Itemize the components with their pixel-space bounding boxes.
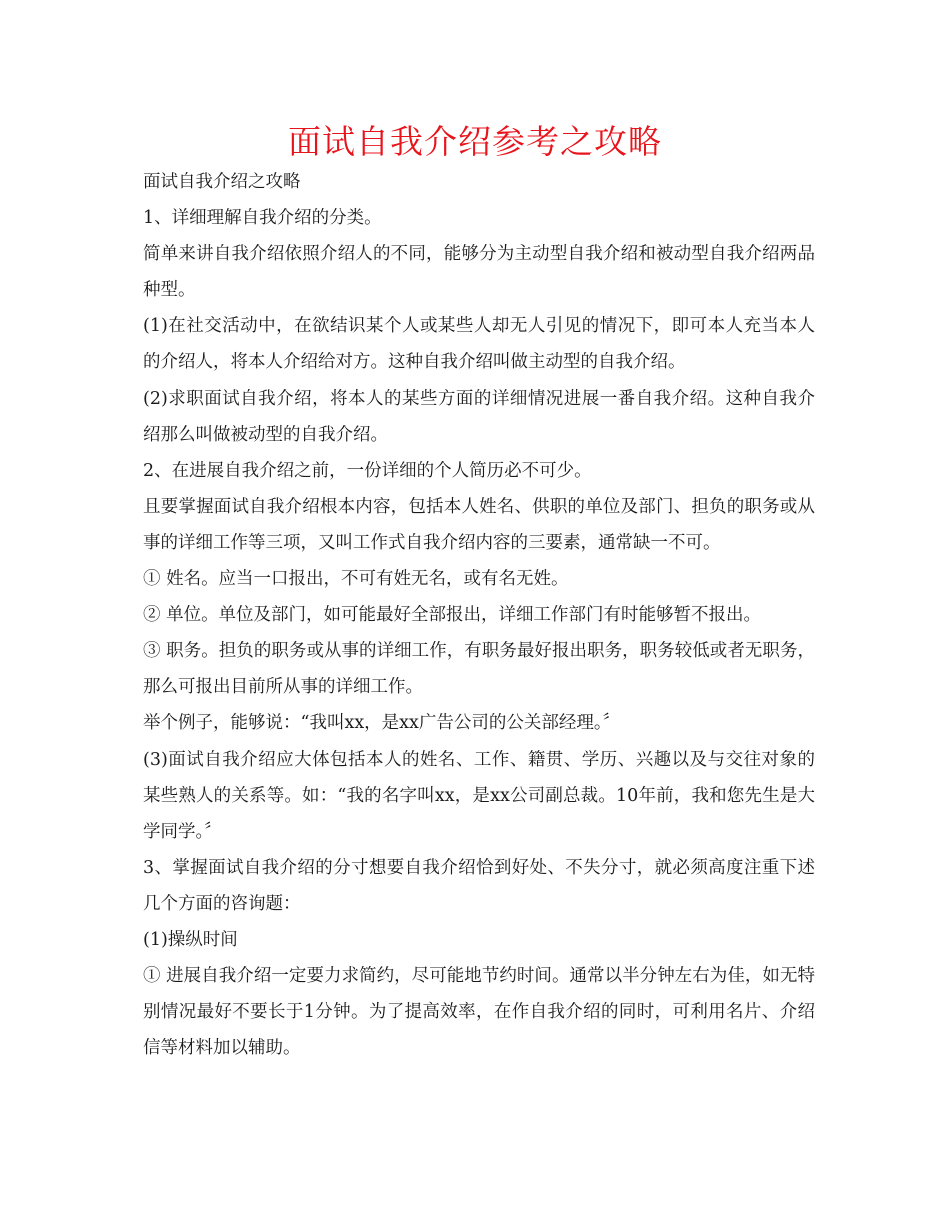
paragraph-section-2-heading: 2、在进展自我介绍之前，一份详细的个人简历必不可少。 [143,460,592,481]
paragraph-list-item: ② 单位。单位及部门，如可能最好全部报出，详细工作部门有时能够暂不报出。 [143,605,762,626]
paragraph-list-item: ① 进展自我介绍一定要力求简约，尽可能地节约时间。通常以半分钟左右为佳，如无特别情况最好不要长于1分钟。为了提高效率，在作自我介绍的同时，可利用名片、介绍信等材料加以辅助。 [143,966,815,1059]
paragraph-list-item: ① 姓名。应当一口报出，不可有姓无名，或有名无姓。 [143,569,569,590]
document-body [143,164,815,1066]
document-title: 面试自我介绍参考之攻略 [288,122,662,161]
paragraph: (1)在社交活动中，在欲结识某个人或某些人却无人引见的情况下，即可本人充当本人的介绍人，将本人介绍给对方。这种自我介绍叫做主动型的自我介绍。 [143,316,815,373]
paragraph: (3)面试自我介绍应大体包括本人的姓名、工作、籍贯、学历、兴趣以及与交往对象的某些熟人的关系等。如：“我的名字叫xx，是xx公司副总裁。10年前，我和您先生是大学同学。〞 [143,749,815,842]
paragraph-subheading: (1)操纵时间 [143,929,238,950]
paragraph: 简单来讲自我介绍依照介绍人的不同，能够分为主动型自我介绍和被动型自我介绍两品种型。 [143,244,815,301]
paragraph-list-item: ③ 职务。担负的职务或从事的详细工作，有职务最好报出职务，职务较低或者无职务，那么可报出目前所从事的详细工作。 [143,641,815,698]
paragraph: 举个例子，能够说：“我叫xx，是xx广告公司的公关部经理。〞 [143,713,621,734]
paragraph-section-1-heading: 1、详细理解自我介绍的分类。 [143,208,382,229]
paragraph-section-3-heading: 3、掌握面试自我介绍的分寸想要自我介绍恰到好处、不失分寸，就必须高度注重下述几个方面的咨询题： [143,857,815,914]
paragraph-subtitle: 面试自我介绍之攻略 [143,172,301,192]
paragraph: (2)求职面试自我介绍，将本人的某些方面的详细情况进展一番自我介绍。这种自我介绍那么叫做被动型的自我介绍。 [143,388,815,445]
paragraph: 且要掌握面试自我介绍根本内容，包括本人姓名、供职的单位及部门、担负的职务或从事的详细工作等三项，又叫工作式自我介绍内容的三要素，通常缺一不可。 [143,496,815,553]
